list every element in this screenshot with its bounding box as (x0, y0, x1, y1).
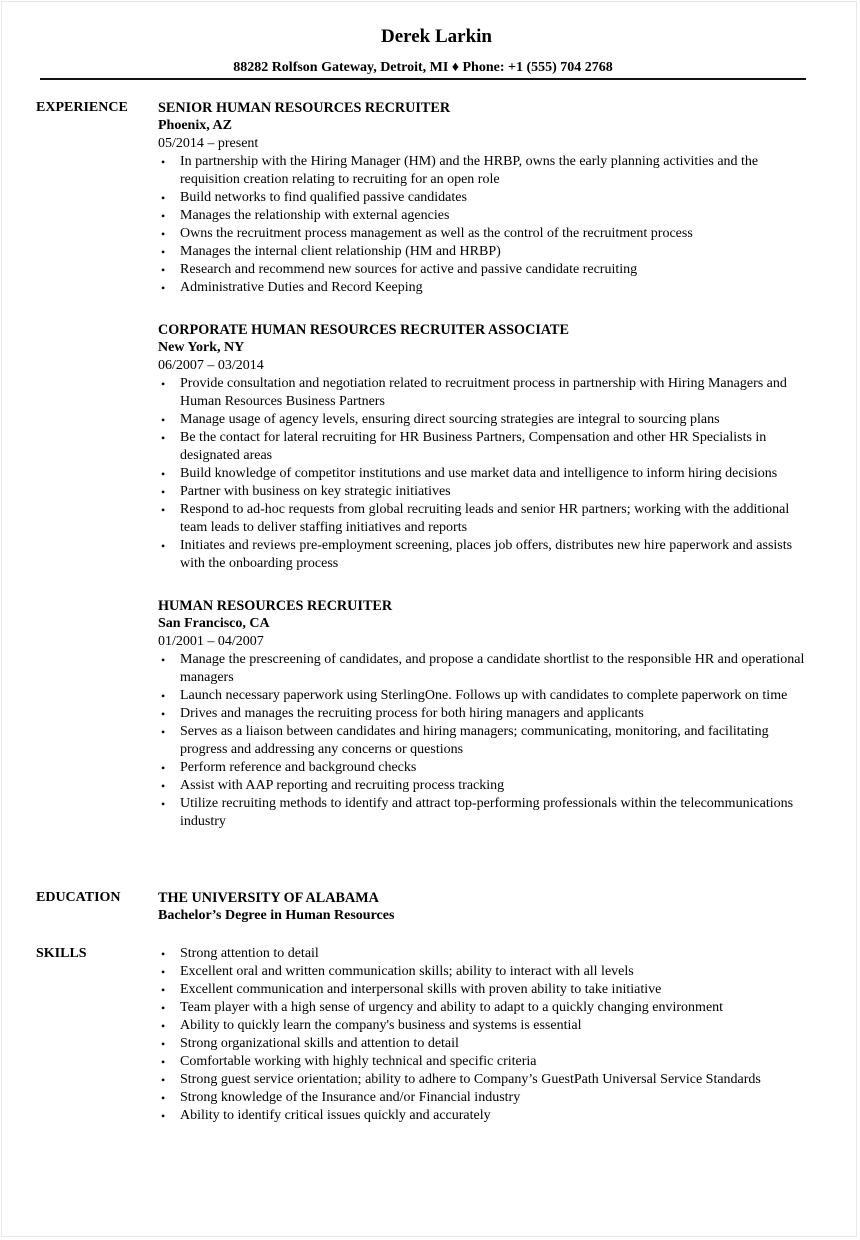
list-item (158, 1017, 818, 1035)
list-item (158, 759, 818, 777)
bullet-text: Administrative Duties and Record Keeping (180, 280, 423, 295)
list-item (158, 1089, 818, 1107)
skill-text: Team player with a high sense of urgency and ability to adapt to a quickly changing environment (180, 1000, 724, 1015)
skill-text: Strong guest service orientation; ability to adhere to Company’s GuestPath Universal Service Standards (180, 1072, 761, 1087)
job-location: San Francisco, CA (158, 616, 270, 631)
list-item (158, 189, 818, 207)
job-location: Phoenix, AZ (158, 118, 232, 133)
skill-text: Strong attention to detail (180, 946, 319, 961)
bullet-icon: • (161, 707, 166, 721)
school-name: THE UNIVERSITY OF ALABAMA (158, 890, 379, 906)
list-item (158, 261, 818, 279)
list-item (158, 981, 818, 999)
bullet-icon: • (161, 413, 166, 427)
bullet-text: Build networks to find qualified passive candidates (180, 190, 467, 205)
skill-text: Comfortable working with highly technical and specific criteria (180, 1054, 537, 1069)
list-item (158, 501, 818, 537)
job-dates: 06/2007 – 03/2014 (158, 358, 264, 373)
bullet-text: In partnership with the Hiring Manager (HM) and the HRBP, owns the early planning activities and the requisition creation relating to recruiting for an open role (180, 154, 759, 187)
bullet-icon: • (161, 797, 166, 811)
list-item (158, 225, 818, 243)
header-divider (40, 78, 806, 80)
list-item (158, 279, 818, 297)
list-item (158, 723, 818, 759)
job-bullet-list (158, 153, 818, 297)
bullet-icon: • (161, 539, 166, 553)
skill-text: Strong organizational skills and attention to detail (180, 1036, 459, 1051)
list-item (158, 411, 818, 429)
bullet-icon: • (161, 1091, 166, 1105)
bullet-icon: • (161, 155, 166, 169)
bullet-icon: • (161, 281, 166, 295)
bullet-text: Manages the relationship with external agencies (180, 208, 450, 223)
bullet-text: Respond to ad-hoc requests from global recruiting leads and senior HR partners; working with the additional team leads to deliver staffing initiatives and reports (180, 502, 790, 535)
list-item (158, 537, 818, 573)
bullet-icon: • (161, 431, 166, 445)
bullet-icon: • (161, 725, 166, 739)
skills-list (158, 945, 818, 1125)
list-item (158, 429, 818, 465)
list-item (158, 795, 818, 831)
bullet-icon: • (161, 761, 166, 775)
candidate-name: Derek Larkin (380, 26, 492, 47)
bullet-text: Be the contact for lateral recruiting for HR Business Partners, Compensation and other HR Specialists in designated areas (180, 430, 767, 463)
list-item (158, 1071, 818, 1089)
bullet-text: Initiates and reviews pre-employment screening, places job offers, distributes new hire paperwork and assists with the onboarding process (180, 538, 793, 571)
bullet-icon: • (161, 965, 166, 979)
bullet-text: Assist with AAP reporting and recruiting process tracking (180, 778, 505, 793)
list-item (158, 651, 818, 687)
list-item (158, 243, 818, 261)
bullet-icon: • (161, 245, 166, 259)
job-bullet-list (158, 651, 818, 831)
bullet-icon: • (161, 1109, 166, 1123)
section-label-education: EDUCATION (36, 890, 121, 905)
list-item (158, 1107, 818, 1125)
bullet-icon: • (161, 377, 166, 391)
list-item (158, 777, 818, 795)
list-item (158, 483, 818, 501)
bullet-icon: • (161, 1019, 166, 1033)
list-item (158, 705, 818, 723)
bullet-text: Perform reference and background checks (180, 760, 417, 775)
skill-text: Ability to identify critical issues quickly and accurately (180, 1108, 491, 1123)
list-item (158, 687, 818, 705)
bullet-text: Provide consultation and negotiation related to recruitment process in partnership with Hiring Managers and Human Resources Business Partners (180, 376, 787, 409)
bullet-icon: • (161, 653, 166, 667)
skills-content (158, 945, 818, 1125)
list-item (158, 465, 818, 483)
list-item (158, 945, 818, 963)
bullet-text: Build knowledge of competitor institutions and use market data and intelligence to inform hiring decisions (180, 466, 778, 481)
bullet-icon: • (161, 227, 166, 241)
bullet-text: Research and recommend new sources for active and passive candidate recruiting (180, 262, 638, 277)
bullet-icon: • (161, 191, 166, 205)
skill-text: Excellent oral and written communication skills; ability to interact with all levels (180, 964, 634, 979)
bullet-icon: • (161, 689, 166, 703)
skill-text: Ability to quickly learn the company's business and systems is essential (180, 1018, 582, 1033)
list-item (158, 1035, 818, 1053)
degree: Bachelor’s Degree in Human Resources (158, 908, 395, 923)
bullet-text: Serves as a liaison between candidates and hiring managers; communicating, monitoring, and facilitating progress and addressing any concerns or questions (180, 724, 769, 757)
bullet-icon: • (161, 485, 166, 499)
job-title: CORPORATE HUMAN RESOURCES RECRUITER ASSOCIATE (158, 322, 569, 338)
list-item (158, 153, 818, 189)
section-label-experience: EXPERIENCE (36, 100, 128, 115)
bullet-text: Manage the prescreening of candidates, and propose a candidate shortlist to the responsible HR and operational managers (180, 652, 805, 685)
bullet-icon: • (161, 1073, 166, 1087)
list-item (158, 1053, 818, 1071)
bullet-icon: • (161, 947, 166, 961)
bullet-text: Partner with business on key strategic initiatives (180, 484, 451, 499)
bullet-text: Launch necessary paperwork using SterlingOne. Follows up with candidates to complete paperwork on time (180, 688, 788, 703)
bullet-icon: • (161, 983, 166, 997)
contact-line: 88282 Rolfson Gateway, Detroit, MI ♦ Phone: +1 (555) 704 2768 (233, 60, 613, 75)
job-entry (158, 597, 818, 831)
list-item (158, 999, 818, 1017)
job-dates: 05/2014 – present (158, 136, 259, 151)
job-entry (158, 321, 818, 573)
bullet-text: Manages the internal client relationship (HM and HRBP) (180, 244, 501, 259)
experience-content (158, 99, 818, 831)
job-bullet-list (158, 375, 818, 573)
job-dates: 01/2001 – 04/2007 (158, 634, 264, 649)
bullet-text: Manage usage of agency levels, ensuring direct sourcing strategies are integral to sourcing plans (180, 412, 720, 427)
bullet-text: Drives and manages the recruiting process for both hiring managers and applicants (180, 706, 644, 721)
bullet-icon: • (161, 467, 166, 481)
bullet-icon: • (161, 1001, 166, 1015)
bullet-icon: • (161, 779, 166, 793)
job-location: New York, NY (158, 340, 245, 355)
bullet-icon: • (161, 209, 166, 223)
list-item (158, 963, 818, 981)
section-label-skills: SKILLS (36, 946, 87, 961)
skill-text: Strong knowledge of the Insurance and/or Financial industry (180, 1090, 521, 1105)
education-content (158, 889, 818, 925)
job-title: HUMAN RESOURCES RECRUITER (158, 598, 393, 614)
skill-text: Excellent communication and interpersonal skills with proven ability to take initiative (180, 982, 662, 997)
bullet-icon: • (161, 263, 166, 277)
job-title: SENIOR HUMAN RESOURCES RECRUITER (158, 100, 451, 116)
bullet-icon: • (161, 503, 166, 517)
bullet-icon: • (161, 1037, 166, 1051)
bullet-icon: • (161, 1055, 166, 1069)
bullet-text: Utilize recruiting methods to identify and attract top-performing professionals within the telecommunications industry (180, 796, 794, 829)
bullet-text: Owns the recruitment process management as well as the control of the recruitment process (180, 226, 693, 241)
job-entry (158, 99, 818, 297)
list-item (158, 375, 818, 411)
list-item (158, 207, 818, 225)
